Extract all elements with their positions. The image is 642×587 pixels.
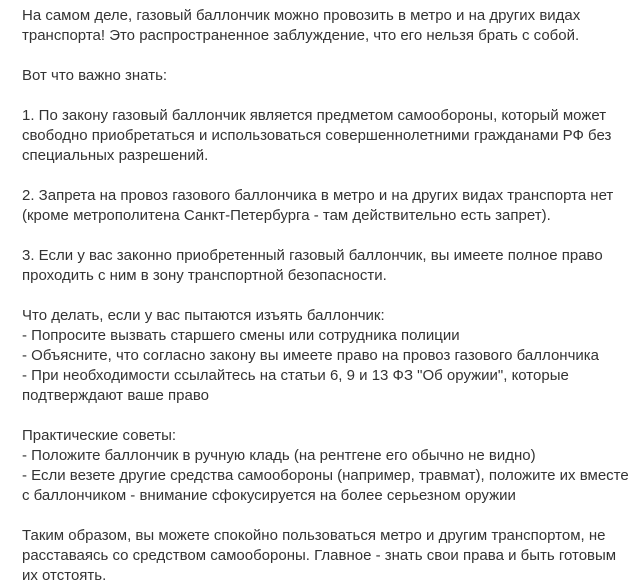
text-line: подтверждают ваше право — [22, 387, 209, 404]
intro-paragraph — [22, 6, 634, 46]
text-line: - Попросите вызвать старшего смены или сотрудника полиции — [22, 327, 460, 344]
text-line: с баллончиком - внимание сфокусируется на более серьезном оружии — [22, 487, 516, 504]
point-1-paragraph — [22, 106, 634, 166]
text-line: - При необходимости ссылайтесь на статьи 6, 9 и 13 ФЗ "Об оружии", которые — [22, 367, 569, 384]
text-line: Таким образом, вы можете спокойно пользоваться метро и другим транспортом, не — [22, 527, 606, 544]
point-3-paragraph — [22, 246, 634, 286]
text-line: проходить с ним в зону транспортной безопасности. — [22, 267, 387, 284]
text-line: 2. Запрета на провоз газового баллончика в метро и на других видах транспорта нет — [22, 187, 614, 204]
text-line: Практические советы: — [22, 427, 177, 444]
text-line: расставаясь со средством самообороны. Главное - знать свои права и быть готовым — [22, 547, 617, 564]
text-line: Вот что важно знать: — [22, 67, 168, 84]
text-line: свободно приобретаться и использоваться совершеннолетними гражданами РФ без — [22, 127, 612, 144]
text-line: - Если везете другие средства самообороны (например, травмат), положите их вместе — [22, 467, 629, 484]
text-line: их отстоять. — [22, 567, 107, 584]
text-line: (кроме метрополитена Санкт-Петербурга - там действительно есть запрет). — [22, 207, 551, 224]
text-line: 1. По закону газовый баллончик является предметом самообороны, который может — [22, 107, 607, 124]
tips-paragraph — [22, 426, 634, 506]
text-line: 3. Если у вас законно приобретенный газовый баллончик, вы имеете полное право — [22, 247, 603, 264]
text-line: На самом деле, газовый баллончик можно провозить в метро и на других видах — [22, 7, 581, 24]
text-line: - Объясните, что согласно закону вы имеете право на провоз газового баллончика — [22, 347, 599, 364]
text-line: Что делать, если у вас пытаются изъять баллончик: — [22, 307, 385, 324]
what-to-do-paragraph — [22, 306, 634, 406]
text-line: транспорта! Это распространенное заблуждение, что его нельзя брать с собой. — [22, 27, 580, 44]
message-body — [22, 6, 634, 586]
conclusion-paragraph — [22, 526, 634, 586]
text-line: - Положите баллончик в ручную кладь (на рентгене его обычно не видно) — [22, 447, 536, 464]
point-2-paragraph — [22, 186, 634, 226]
text-line: специальных разрешений. — [22, 147, 209, 164]
important-heading — [22, 66, 634, 86]
